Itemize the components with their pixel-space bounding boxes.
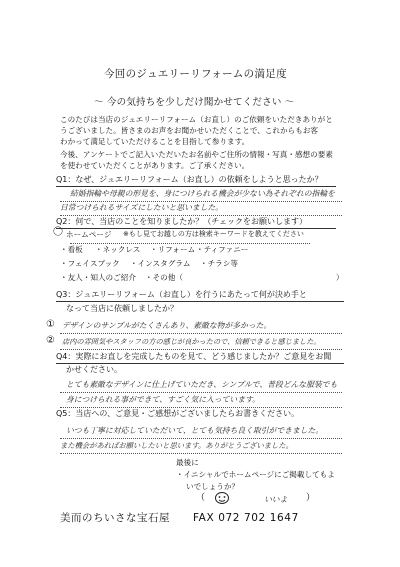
- page-subtitle: ～ 今の気持ちを少しだけ聞かせてください ～: [94, 97, 295, 108]
- q5-answer-rule-1: [60, 438, 342, 439]
- q3-answer-2-text: 店内の雰囲気やスタッフの方の感じが良かったので、信頼できると感じました。: [62, 337, 321, 346]
- intro-line-3: わかって満足していただけることを目指して参ります。: [60, 137, 250, 146]
- q2-keyword-rule: [70, 243, 310, 244]
- q2-label: Q2：何で、当店のことを知りましたか？（チェックをお願いします）: [56, 217, 307, 226]
- intro-line-1: このたびは当店のジュエリーリフォーム（お直し）のご依頼をいただきありがと: [60, 115, 333, 124]
- page-title: 今回のジュエリーリフォームの満足度: [104, 68, 287, 80]
- q4-answer-rule-2: [60, 407, 342, 408]
- q3-underline: [56, 301, 344, 302]
- q5-answer-1: いつも丁寧に対応していただいて、とても気持ち良く取引ができました。: [66, 426, 324, 435]
- q2-option-reform: ・リフォーム: [150, 245, 196, 254]
- q2-option-instagram: ・インスタグラム: [130, 259, 191, 268]
- q2-underline: [56, 228, 336, 229]
- q4-answer-rule-1: [60, 392, 342, 393]
- intro-line-4: 今後、アンケートでご記入いただいたお名前やご住所の情報・写真・感想の要素: [60, 150, 333, 159]
- q2-option-search-note: ※もし見てお越しの方は検索キーワードを教えてください: [123, 230, 304, 238]
- intro-line-5: を使わせていただくことがあります。ご了承ください。: [60, 161, 250, 170]
- q1-answer-2: 日常つけられるサイズにしたいと思いました。: [60, 203, 224, 212]
- q3-answer-rule-1: [60, 333, 342, 334]
- closing-question-1: ・イニシャルでホームページにご掲載してもよ: [176, 470, 335, 479]
- q2-option-other-close: ）: [336, 273, 344, 282]
- closing-answer: いいよ: [264, 495, 288, 504]
- q2-option-tiffany: ・ティファニー: [196, 245, 249, 254]
- q5-answer-rule-2: [60, 453, 342, 454]
- q4-answer-1: とても素敵なデザインに仕上げていただき、シンプルで、普段どんな服装でも: [66, 380, 338, 389]
- q4-answer-2: 身につけられる事ができて、すごく気に入っています。: [66, 395, 260, 404]
- q2-option-signboard: ・看板: [60, 245, 83, 254]
- shop-name: 美而のちいさな宝石屋: [60, 512, 170, 524]
- closing-label: 最後に: [176, 458, 199, 467]
- q2-option-other: ・その他（: [145, 273, 183, 282]
- closing-question-2: いでしょうか？: [186, 482, 240, 491]
- q5-label: Q5：当店への、ご意見・ご感想がございましたらお書きください。: [56, 409, 300, 418]
- q3-answer-2-number: ②: [46, 335, 55, 346]
- closing-paren-close: ）: [306, 493, 316, 503]
- fax-number: FAX 072 702 1647: [193, 512, 299, 524]
- q2-option-referral: ・友人・知人のご紹介: [60, 273, 136, 282]
- q1-underline: [56, 186, 336, 187]
- q2-option-necklace: ・ネックレス: [95, 245, 141, 254]
- q4-underline: [56, 363, 344, 364]
- q4-label: Q4：実際にお直しを完成したものを見て、どう感じましたか？ご意見をお聞: [56, 352, 332, 361]
- q2-option-homepage: ホームページ: [66, 230, 112, 239]
- q1-label: Q1：なぜ、ジュエリーリフォーム（お直し）の依頼をしようと思ったか？: [56, 175, 323, 184]
- q4-label-2: かせください。: [66, 365, 122, 374]
- q3-answer-rule-2: [60, 349, 342, 350]
- q1-answer-rule-2: [60, 215, 342, 216]
- q1-answer-rule-1: [60, 201, 342, 202]
- q3-label: Q3：ジュエリーリフォーム（お直し）を行うにあたって何が決め手と: [56, 290, 307, 299]
- q3-answer-1-number: ①: [46, 319, 55, 330]
- q5-answer-2: また機会があればお願いしたいと思います。ありがとうございました。: [60, 441, 293, 450]
- q2-circle-mark: 〇: [53, 227, 63, 238]
- q3-answer-1-text: デザインのサンプルがたくさんあり、素敵な物が多かった。: [62, 321, 272, 330]
- q2-option-facebook: ・フェイスブック: [60, 259, 120, 268]
- q3-label-2: なって当店に依頼しましたか？: [66, 304, 178, 313]
- q2-option-flyer: ・チラシ等: [200, 259, 238, 268]
- intro-line-2: うございました。皆さまのお声をお聞かせいただくことで、これからもお客: [60, 126, 319, 135]
- q1-answer-1: 結婚指輪や母親の形見を、身につけられる機会が少ない為それぞれの指輪を: [70, 189, 335, 198]
- closing-paren-open: （: [196, 493, 206, 503]
- smiley-face-icon: [214, 491, 230, 505]
